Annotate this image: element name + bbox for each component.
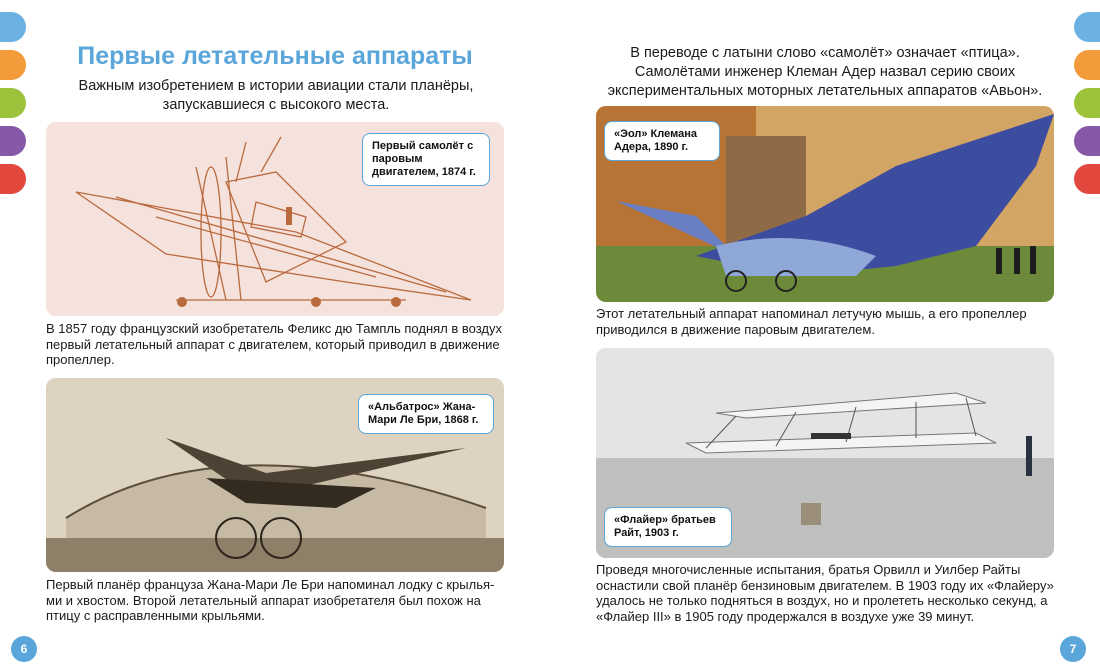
tab-green-left <box>0 88 26 118</box>
tab-blue-left <box>0 12 26 42</box>
figure3-label: «Эол» Клемана Адера, 1890 г. <box>604 121 720 161</box>
figure4-label: «Флайер» братьев Райт, 1903 г. <box>604 507 732 547</box>
figure3-caption: Этот летательный аппарат напоминал летучую мышь, а его пропеллер приводился в движение паровым двигателем. <box>596 306 1027 337</box>
tab-purple-right <box>1074 126 1100 156</box>
page-title: Первые летательные аппараты <box>77 42 473 70</box>
figure2-label: «Альбатрос» Жана-Мари Ле Бри, 1868 г. <box>358 394 494 434</box>
tab-orange-right <box>1074 50 1100 80</box>
tab-red-right <box>1074 164 1100 194</box>
tab-red-left <box>0 164 26 194</box>
right-intro: В переводе с латыни слово «самолёт» означает «птица». Самолётами инженер Клеман Адер назвал серию своих экспериментальных моторных летательных аппаратов «Авьон». <box>607 45 1043 99</box>
page-number-left: 6 <box>11 636 37 662</box>
figure4-caption: Проведя многочисленные испытания, братья Орвилл и Уилбер Райты оснастили свой планёр бензиновым двигателем. В 1903 году их «Флайеру» удалось не только подняться в воздух, но и пролететь несколько секунд, а «Флайер III» в 1905 году продержался в воздухе уже 39 минут. <box>596 562 1054 624</box>
figure1-label: Первый самолёт с паровым двигателем, 1874 г. <box>362 133 490 186</box>
tab-purple-left <box>0 126 26 156</box>
tab-orange-left <box>0 50 26 80</box>
figure1-caption: В 1857 году французский изобретатель Феликс дю Тампль поднял в воздух первый летательный аппарат с двигателем, который приводил в движение пропеллер. <box>46 321 503 367</box>
left-intro: Важным изобретением в истории авиации стали планёры, запускавшиеся с высокого места. <box>78 78 474 113</box>
tab-blue-right <box>1074 12 1100 42</box>
figure2-caption: Первый планёр француза Жана-Мари Ле Бри напоминал лодку с крылья-ми и хвостом. Второй летательный аппарат изобретателя был похож на птицу с расправленными крыльями. <box>46 577 495 623</box>
page-number-right: 7 <box>1060 636 1086 662</box>
tab-green-right <box>1074 88 1100 118</box>
